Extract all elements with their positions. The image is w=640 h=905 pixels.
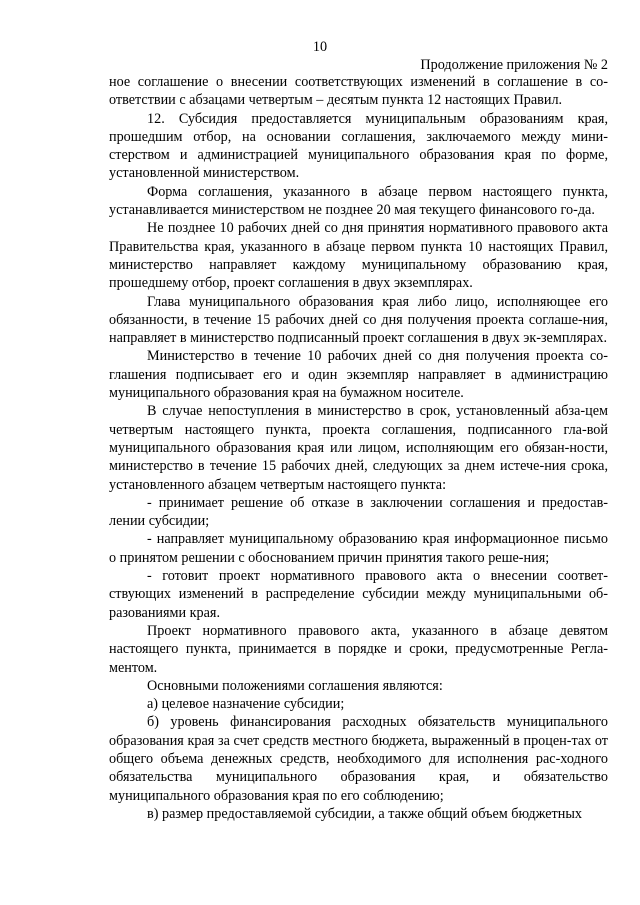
list-item: - принимает решение об отказе в заключении соглашения и предостав-лении субсидии; bbox=[109, 494, 608, 530]
appendix-continuation-label: Продолжение приложения № 2 bbox=[420, 57, 608, 73]
paragraph: Министерство в течение 10 рабочих дней со дня получения проекта со-глашения подписывает его и один экземпляр направляет в администрацию муниципального образования края на бумажном носителе. bbox=[109, 348, 608, 402]
list-item: б) уровень финансирования расходных обязательств муниципального образования края за счет средств местного бюджета, выраженный в процен-тах от общего объема денежных средств, необходимого для исполнения рас-ходного обязательства муниципального образования края, и обязательство муниципального образования края по его соблюдению; bbox=[109, 714, 608, 804]
paragraph: Глава муниципального образования края либо лицо, исполняющее его обязанности, в течение 15 рабочих дней со дня получения проекта соглаше-ния, направляет в министерство подписанный проект соглашения в двух эк-земплярах. bbox=[109, 293, 608, 347]
page-number: 10 bbox=[312, 39, 328, 55]
document-body bbox=[109, 73, 608, 823]
paragraph: В случае непоступления в министерство в срок, установленный абза-цем четвертым настоящего пункта, проекта соглашения, подписанного гла-вой муниципального образования края или лицом, исполняющим его обязан-ности, министерство в течение 15 рабочих дней, следующих за днем истече-ния срока, установленного абзацем четвертым настоящего пункта: bbox=[109, 403, 608, 493]
paragraph: Проект нормативного правового акта, указанного в абзаце девятом настоящего пункта, принимается в порядке и сроки, предусмотренные Регла-ментом. bbox=[109, 622, 608, 676]
list-item: в) размер предоставляемой субсидии, а также общий объем бюджетных bbox=[147, 805, 582, 822]
paragraph: Основными положениями соглашения являются: bbox=[147, 677, 443, 694]
list-item: а) целевое назначение субсидии; bbox=[147, 696, 345, 713]
paragraph: Форма соглашения, указанного в абзаце первом настоящего пункта, устанавливается министерством не позднее 20 мая текущего финансового го-да. bbox=[109, 183, 608, 219]
paragraph: 12. Субсидия предоставляется муниципальным образованиям края, прошедшим отбор, на основании соглашения, заключаемого между мини-стерством и администрацией муниципального образования края по форме, установленной министерством. bbox=[109, 110, 608, 182]
list-item: - готовит проект нормативного правового акта о внесении соответ-ствующих изменений в распределение субсидии между муниципальными об-разованиями края. bbox=[109, 568, 608, 621]
paragraph: ное соглашение о внесении соответствующих изменений в соглашение в со-ответствии с абзацами четвертым – десятым пункта 12 настоящих Правил. bbox=[109, 74, 608, 109]
list-item: - направляет муниципальному образованию края информационное письмо о принятом решении с обоснованием причин принятия такого реше-ния; bbox=[109, 531, 608, 566]
paragraph: Не позднее 10 рабочих дней со дня принятия нормативного правового акта Правительства края, указанного в абзаце первом пункта 10 настоящих Правил, министерство направляет каждому муниципальному образованию края, прошедшему отбор, проект соглашения в двух экземплярах. bbox=[109, 220, 608, 292]
